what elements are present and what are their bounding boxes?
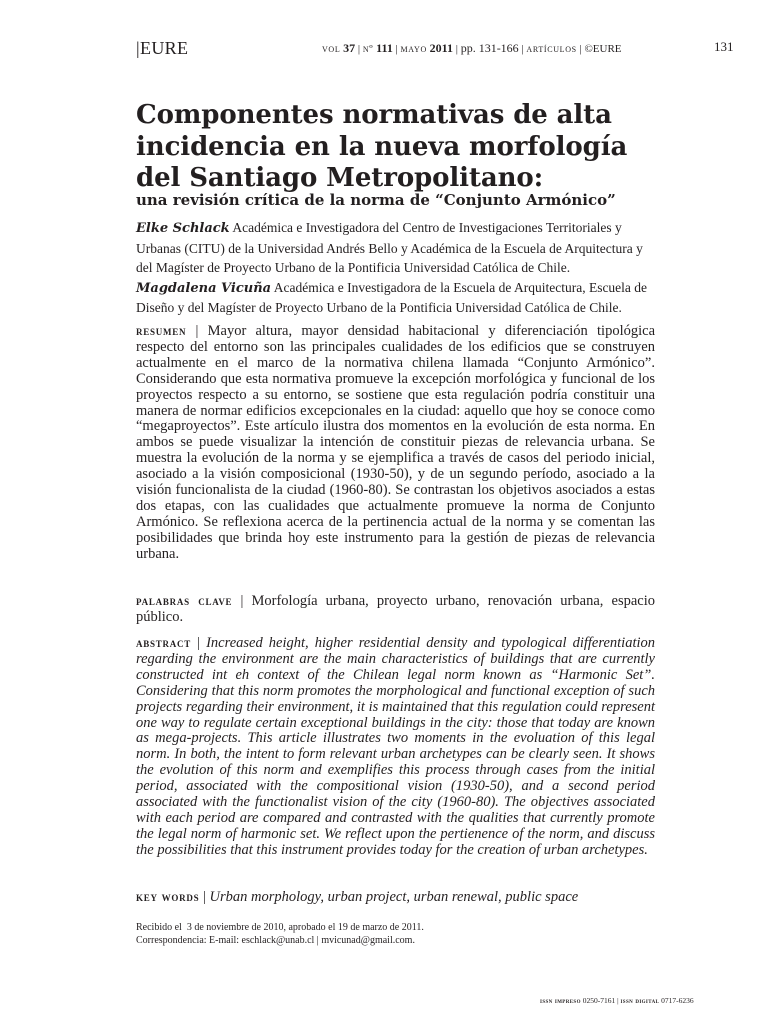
author-name: Magdalena Vicuña bbox=[136, 280, 272, 296]
issn-footer: issn impreso 0250-7161 | issn digital 0717-6236 bbox=[540, 996, 694, 1005]
footnote bbox=[136, 922, 424, 947]
num-label: nº bbox=[362, 43, 374, 55]
journal-logo bbox=[136, 38, 188, 59]
correspondence: Correspondencia: E-mail: eschlack@unab.cl | mvicunad@gmail.com. bbox=[136, 934, 415, 946]
issue-number: 111 bbox=[376, 41, 393, 55]
palabras-clave-text: Morfología urbana, proyecto urbano, renovación urbana, espacio público. bbox=[136, 593, 655, 625]
author-affiliation: Académica e Investigadora del Centro de Investigaciones Territoriales y Urbanas (CITU) de la Universidad Andrés Bello y Académica de la Escuela de Arquitectura y del Magíster de Proyecto Urbano de la Pontificia Universidad Católica de Chile. bbox=[136, 220, 643, 275]
month: mayo bbox=[400, 43, 427, 55]
copyright: ©EURE bbox=[584, 43, 622, 55]
key-words-block: key words | Urban morphology, urban project, urban renewal, public space bbox=[136, 889, 579, 905]
issn-digital: 0717-6236 bbox=[661, 996, 694, 1005]
author-affiliation: Académica e Investigadora de la Escuela de Arquitectura, Escuela de Diseño y del Magíster de Proyecto Urbano de la Pontificia Universidad Católica de Chile. bbox=[136, 279, 648, 315]
page-number: 131 bbox=[714, 39, 734, 54]
issn-print: 0250-7161 bbox=[582, 996, 616, 1005]
key-words-text: Urban morphology, urban project, urban renewal, public space bbox=[209, 889, 579, 905]
logo-text: EURE bbox=[139, 38, 189, 58]
resumen-block: resumen | Mayor altura, mayor densidad habitacional y diferenciación tipológica respecto del entorno son las principales cualidades de los edificios que se construyen actualmente en el marco de la normativa chilena llamada “Conjunto Armónico”. Considerando que esta normativa promueve la excepción morfológica y funcional de los proyectos respecto a su entorno, se sostiene que esta regulación podría constituir una manera de normar edificios excepcionales en la ciudad: aquello que hoy se conoce como “megaproyectos”. Este artículo ilustra dos momentos en la evolución de esta norma. En ambos se puede visualizar la intención de constituir piezas de relevancia urbana. Se muestra la evolución de la norma y se ejemplifica a través de casos del periodo inicial, asociado a la visión composicional (1930-50), y de un segundo período, asociado a la visión funcionalista de la ciudad (1960-80). Se contrastan los objetivos asociados a estas dos etapas, con las cualidades que actualmente promueve la norma de Conjunto Armónico. Se reflexiona acerca de la pertinencia actual de la norma y se comentan las posibilidades que brinda hoy este instrumento para la gestión de piezas de relevancia urbana. bbox=[136, 323, 656, 562]
resumen-text: Mayor altura, mayor densidad habitacional y diferenciación tipológica respecto del entorno son las principales cualidades de los edificios que se construyen actualmente en el marco de la normativa chilena llamada “Conjunto Armónico”. Considerando que esta normativa promueve la excepción morfológica y funcional de los proyectos respecto a su entorno, se sostiene que esta regulación podría constituir una manera de normar edificios excepcionales en la ciudad: aquello que hoy se conoce como “megaproyectos”. Este artículo ilustra dos momentos en la evolución de esta norma. En ambos se puede visualizar la intención de constituir piezas de relevancia urbana. Se muestra la evolución de la norma y se ejemplifica a través de casos del periodo inicial, asociado a la visión composicional (1930-50), y de un segundo período, asociado a la visión funcionalista de la ciudad (1960-80). Se contrastan los objetivos asociados a estas dos etapas, con las cualidades que actualmente promueve la norma de Conjunto Armónico. Se reflexiona acerca de la pertinencia actual de la norma y se comentan las posibilidades que brinda hoy este instrumento para la gestión de piezas de relevancia urbana. bbox=[136, 323, 656, 562]
received-date: Recibido el 3 de noviembre de 2010, aprobado el 19 de marzo de 2011. bbox=[136, 922, 424, 933]
palabras-clave-block: palabras clave | Morfología urbana, proyecto urbano, renovación urbana, espacio público. bbox=[136, 593, 655, 625]
vol-label: vol bbox=[322, 43, 341, 55]
abstract-label: abstract bbox=[136, 636, 192, 650]
authors bbox=[136, 218, 656, 318]
abstract-text: Increased height, higher residential density and typological differentiation regarding the environment are the main characteristics of buildings that are currently constructed int eh context of the Chilean legal norm known as “Harmonic Set”. Considering that this norm promotes the morphological and functional exception of such projects regarding their environment, it is maintained that this regulation could represent one way to regulate certain exceptional buildings in the city: those that today are known as mega-projects. This article illustrates two moments in the evoluation of this legal norm. In both, the intent to form relevant urban archetypes can be clearly seen. It shows the evolution of this norm and exemplifies this process through cases from the initial period, associated with the compositional vision (1930-50), and a second period associated with the functionalist vision of the city (1960-80). The objectives associated with each period are compared and contrasted with the qualities that currently promote the legal norm of harmonic set. We reflect upon the pertienence of the norm, and discuss the possibilities that this instrument provides today for the creation of urban archetypes. bbox=[136, 635, 656, 858]
palabras-clave-label: palabras clave bbox=[136, 594, 233, 608]
issn-print-label: issn impreso bbox=[540, 996, 581, 1005]
running-header: vol 37 | nº 111 | mayo 2011 | pp. 131-166 | artículos | ©EURE bbox=[322, 41, 622, 55]
page-range: pp. 131-166 bbox=[460, 41, 519, 55]
issn-digital-label: issn digital bbox=[620, 996, 660, 1005]
article-subtitle: una revisión crítica de la norma de “Conjunto Armónico” bbox=[136, 191, 616, 209]
vol-number: 37 bbox=[343, 41, 356, 55]
logo-bar: | bbox=[136, 38, 140, 58]
resumen-label: resumen bbox=[136, 324, 187, 338]
section-name: artículos bbox=[526, 43, 577, 55]
author-name: Elke Schlack bbox=[136, 221, 230, 236]
abstract-block: abstract | Increased height, higher residential density and typological differentiation regarding the environment are the main characteristics of buildings that are currently constructed int eh context of the Chilean legal norm known as “Harmonic Set”. Considering that this norm promotes the morphological and functional exception of such projects regarding their environment, it is maintained that this regulation could represent one way to regulate certain exceptional buildings in the city: those that today are known as mega-projects. This article illustrates two moments in the evoluation of this legal norm. In both, the intent to form relevant urban archetypes can be clearly seen. It shows the evolution of this norm and exemplifies this process through cases from the initial period, associated with the compositional vision (1930-50), and a second period associated with the functionalist vision of the city (1960-80). The objectives associated with each period are compared and contrasted with the qualities that currently promote the legal norm of harmonic set. We reflect upon the pertienence of the norm, and discuss the possibilities that this instrument provides today for the creation of urban archetypes. bbox=[136, 635, 656, 858]
key-words-label: key words bbox=[136, 890, 200, 904]
article-title: Componentes normativas de alta incidencia en la nueva morfología del Santiago Metropolitano: bbox=[136, 100, 628, 193]
year: 2011 bbox=[429, 41, 453, 55]
